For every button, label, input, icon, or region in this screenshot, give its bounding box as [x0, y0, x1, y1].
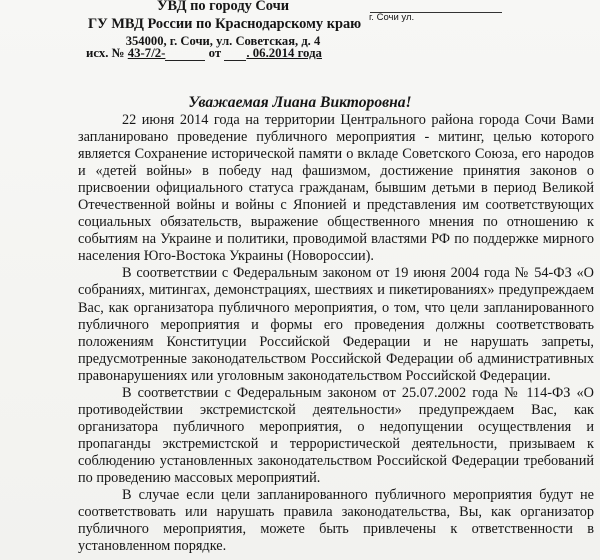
letter-body: [78, 112, 594, 555]
outgoing-date-value: . 06.2014 года: [246, 46, 322, 60]
body-paragraph-3: В соответствии с Федеральным законом от 25.07.2002 года № 114-ФЗ «О противодействии экстремистской деятельности» предупреждаем Вас, как организатора публичного мероприятия, о недопущении осуществления и пропаганды экстремистской и террористической деятельности, призываем к соблюдению установленных законодательством Российской Федерации требований по проведению массовых мероприятий.: [78, 384, 594, 486]
outgoing-date-blank: [224, 48, 246, 61]
letterhead-line-1: УВД по городу Сочи: [156, 0, 290, 14]
greeting: Уважаемая Лиана Викторовна!: [188, 94, 412, 111]
letterhead-line-2: ГУ МВД России по Краснодарскому краю: [88, 16, 362, 32]
outgoing-number: [86, 46, 322, 61]
body-paragraph-2: В соответствии с Федеральным законом от 19 июня 2004 года № 54-ФЗ «О собраниях, митингах, демонстрациях, шествиях и пикетированиях» предупреждаем Вас, как организатора публичного мероприятия, о том, что цели запланированного публичного мероприятия и формы его проведения должны соответствовать положениям Конституции Российской Федерации и не нарушать запреты, предусмотренные законодательством Российской Федерации об административных правонарушениях или уголовным законодательством Российской Федерации.: [78, 265, 594, 384]
body-paragraph-1: 22 июня 2014 года на территории Центрального района города Сочи Вами запланировано проведение публичного мероприятия - митинг, целью которого является Сохранение исторической памяти о вкладе Советского Союза, его народов и «детей войны» в победу над фашизмом, достижение принятия законов о присвоении официального статуса гражданам, бывшим детьми в период Великой Отечественной войны и войны с Японией и представления им соответствующих социальных обязательств, выражение общественного мнения по отношению к событиям на Украине и политики, проводимой властями РФ по поддержке мирного населения Юго-Востока Украины (Новороссии).: [78, 112, 594, 265]
letterhead: [88, 0, 362, 49]
outgoing-date-prefix: от: [208, 46, 222, 60]
body-paragraph-4: В случае если цели запланированного публичного мероприятия будут не соответствовать или нарушать правила законодательства, Вы, как организатор публичного мероприятия, можете быть привлечены к ответственности в установленном порядке.: [78, 487, 594, 555]
recipient-city: г. Сочи ул.: [369, 12, 415, 23]
outgoing-number-prefix: исх. №: [86, 46, 125, 60]
outgoing-number-value: 43-7/2-: [127, 46, 166, 60]
letterhead-address: 354000, г. Сочи, ул. Советская, д. 4: [125, 34, 321, 48]
outgoing-number-blank: [165, 48, 205, 61]
